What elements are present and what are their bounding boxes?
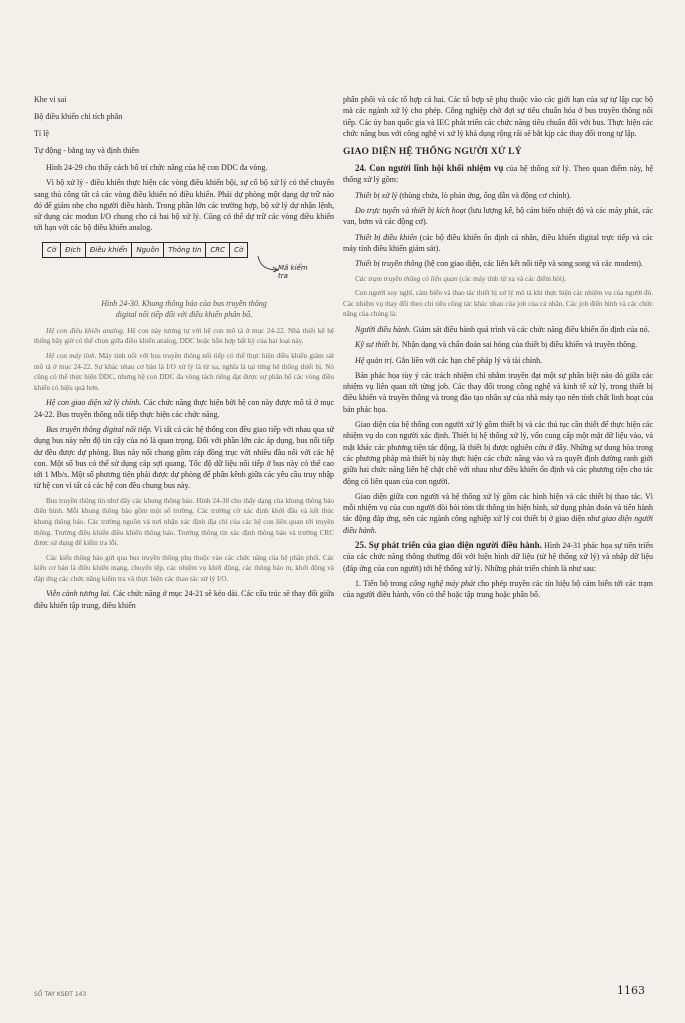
run-in-head: Hệ con máy tính. [46,351,97,360]
run-in-head: Hệ con giao diện xử lý chính. [46,398,142,408]
figure-caption [34,298,334,320]
paragraph [343,258,653,269]
list-item: Bộ điều khiển chỉ tích phân [34,112,123,121]
caption-line: Hình 24-30. Khung thông báo của bus truyền thông [101,298,267,308]
paragraph-text: (thùng chứa, lò phản ứng, ống dẫn và động cơ chính). [397,190,572,200]
paragraph [343,163,653,186]
paragraph-text: Vì tất cả các hệ thống con đều giao tiếp với nhau qua sử dụng bus này nên độ tin cậy của nó là quan trọng. Đối với phần lớn các áp dụng, bus nối tiếp dư đều được dự phòng. Bus này nối chung gồm cáp đồng trục với nhiều đầu nối với các hệ con. Một số bus có thể sử dụng cáp sợi quang. Tốc độ dữ liệu nối tiếp ở bus này có thể cao tới 1 Mb/s. Một số phương tiện phải được dự phòng để phân kênh giữa các yêu cầu truy nhập từ hệ con vì tất cả các hệ con đều chung bus này. [34,424,334,491]
run-in-head: Người điều hành. [355,324,411,334]
left-column [34,94,334,615]
paragraph-text: của hệ thống xử lý. Theo quan điểm này, hệ thống xử lý gồm: [343,164,653,185]
run-in-head: Bus truyền thông digital nối tiếp. [46,424,153,434]
paragraph: Bus truyền thông tin như dãy các khung thông báo. Hình 24-30 cho thấy dạng của khung thông báo điển hình. Mỗi khung thông báo gồm một số trường. Các trường cờ xác định khởi đầu và kết thúc khung thông báo. Các trường nguồn và nơi nhận xác định địa chỉ của các hệ con liên quan tới truyền thông. Trường điều khiển điều khiển thông báo. Trường thông tin xác định thông báo và trường CRC được sử dụng để kiểm tra lỗi. [34,496,334,548]
paragraph: Giao diện của hệ thống con người xử lý gồm thiết bị và các thủ tục cần thiết để thực hiện các nhiệm vụ do con người xác định. Thiết bị hệ thống xử lý, vốn cung cấp một mặt dữ liệu vào, và mặt khác các phương tiện tác động, là thiết bị được nghiên cứu ở đây. Những sự dung hòa trong các phương pháp mà thiết bị này thực hiện các chức năng vào và ra quyết định đường ranh giới giữa hai chức năng liên hệ chặt chẽ với nhau như điều khiển ổn định và các phương tiện cho tác động có liên quan của con người. [343,420,653,486]
paragraph: Con người suy nghĩ, cảm biến và thao tác thiết bị xử lý mô tả khi thực hiện các nhiệm vụ của người đó. Các nhiệm vụ thay đổi theo chỉ tiêu công tác khác nhau của job của cá nhân. Các job điển hình và các chức năng của chúng là: [343,289,653,319]
paragraph-text: Các chức năng thực hiện bởi hệ con này được mô tả ở mục 24-22. Bus truyền thông nối tiếp thực hiện các chức năng. [34,398,334,419]
frame-cell: Cờ [234,245,244,254]
message-frame-figure [34,242,334,294]
message-frame [42,242,248,258]
paragraph-text: (lưu lượng kế, bộ cảm biến nhiệt độ và các máy phát, các van, bơm và các động cơ). [343,206,654,227]
paragraph: phân phối và các tổ hợp cả hai. Các tổ hợp sẽ phụ thuộc vào các giới hạn của sự tự lập cục bộ mà các ngành xử lý cho phép. Công nghiệp chờ đợi sự tiêu chuẩn hóa ở bus truyền thông nối tiếp. Các ủy ban quốc gia và IEC phát triển các chức năng tiêu chuẩn đối với bus. Thực hiện các chức năng bus với công nghệ vi xử lý khả dụng rộng rãi sẽ bắt kịp các thay đổi trong tự lập. [343,95,653,138]
frame-note [278,264,308,280]
frame-cell: Điều khiển [86,243,133,257]
paragraph: Hình 24-29 cho thấy cách bố trí chức năng của hệ con DDC đa vòng. [46,163,268,172]
frame-cell: Địch [61,243,86,257]
run-in-head: Hệ quản trị. [355,355,394,365]
list-item: Tỉ lệ [34,129,49,138]
paragraph [34,424,334,492]
paragraph [343,324,653,335]
paragraph [343,491,653,536]
paragraph-text: Hình 24-31 phác họa sự tiến triển của các chức năng thông thường đối với hiện hình dữ liệu (từ hệ thống xử lý) và nhập dữ liệu (đáp ứng của con người) tới hệ thống xử lý. Những phát triển chính là như sau: [343,540,653,573]
paragraph [34,351,334,393]
frame-cell: Cờ [43,243,61,257]
paragraph: Vì bộ xử lý - điều khiển thực hiện các vòng điều khiển bội, sự cố bộ xử lý có thể chuyển sang thủ công tất cả các vòng điều khiển nó điều khiển. Phải dự phòng một dạng dự trữ nào đó để giảm nhẹ cho người điều hành. Trong phần lớn các trường hợp, bộ xử lý dự nhận lệnh, sử dụng các modun I/O chung cho cả hai bộ xử lý. Cũng có thể dự trữ các vòng điều khiển tới hạn với các bộ điều khiển analog. [34,178,334,233]
paragraph: Bản phác họa tùy ý các trách nhiệm chỉ nhằm truyền đạt một sự phân biệt nào đó giữa các nhiệm vụ liên quan tới từng job. Các thay đổi trong công nghệ và kinh tế xử lý, trong thiết bị điều khiển và truyền thông và trong đào tạo nhân sự của nhà máy tạo nên tính chất linh hoạt của bản phác họa. [343,370,653,414]
caption-line: digital nối tiếp đối với điều khiển phân bố. [115,309,253,319]
paragraph [34,326,334,347]
paragraph-text: (các bộ điều khiển ổn định cá nhân, điều khiển digital trực tiếp và các máy tính điều khiển giám sát). [343,232,654,253]
run-in-head: Các trạm truyền thông có liên quan [355,274,458,283]
emphasis-text: giao diện người điều hành. [343,514,653,535]
paragraph-text: 1. Tiến bộ trong [355,578,410,588]
run-in-head: Thiết bị truyền thông [355,259,423,269]
subsection-heading: 25. Sự phát triển của giao diện người điều hành. [355,539,542,550]
list-item: Tự động - bằng tay và định thiên [34,146,139,155]
paragraph [343,355,653,366]
paragraph [343,232,653,255]
frame-note-line: tra [278,271,288,280]
paragraph [343,274,653,285]
run-in-head: Kỹ sư thiết bị. [355,340,400,350]
running-footer: SỔ TAY KSĐT 143 [34,991,87,998]
paragraph-text: Giám sát điều hành quá trình và các chức năng điều khiển ổn định của nó. [410,324,650,334]
run-in-head: Thiết bị điều khiển [355,232,418,242]
paragraph-text: Máy tính nối với bus truyền thông nối tiếp có thể thực hiện điều khiển giám sát mô tả ở mục 24-22. Sự khác nhau cơ bản là I/O xử lý là từ xa, nghĩa là tại từng hệ thống thiết bị. Nó cũng có thể thực hiện DDC, nhưng hệ con DDC đa vòng tách riêng đạt được sự phân bố các vòng điều khiển có hiệu quả hơn. [34,351,334,392]
paragraph-text: Giao diện giữa con người và hệ thống xử lý gồm các hình hiện và các thiết bị thao tác. Vì mỗi nhiệm vụ của con người đòi hỏi tóm tắt thông tin hiện hình, sử dụng phán đoán và tiến hành tác động đáp ứng, nên các ngành công nghiệp xử lý coi thiết bị ở giao diện như [343,491,653,524]
paragraph [343,540,653,574]
paragraph: Các kiểu thông báo gửi qua bus truyền thông phụ thuộc vào các chức năng của hệ phân phối. Các kiểu cơ bản là điều khiển mạng, chuyển tệp, các nhiệm vụ khởi động, các thông báo m, khởi động và đáp ứng các chức năng kiểm tra và thực hiện các thao tác xử lý I/O. [34,553,334,583]
emphasis-text: công nghệ máy phát [409,578,476,588]
run-in-head: Viễn cảnh tương lai. [46,589,111,599]
list-item: Khe vi sai [34,95,67,104]
frame-cell: CRC [206,243,230,257]
paragraph [34,397,334,420]
paragraph-text: Hệ con này tương tự với hệ con mô tả ở mục 24-22. Nhà thiết kế hệ thống bây giờ có thể chọn giữa điều khiển analog, DDC hoặc hỗn hợp bất kỳ của hai loại này. [34,326,334,346]
frame-note-line: Mã kiểm [278,263,308,272]
paragraph-text: (các máy tính tử xa và các điểm hỏi). [457,274,567,283]
paragraph [343,205,653,228]
paragraph [343,339,653,350]
paragraph [343,578,653,601]
paragraph-text: (hệ con giao diện, các liên kết nối tiếp và song song và các modem). [422,259,643,269]
run-in-head: Đo trực tuyến và thiết bị kích hoạt [355,206,466,216]
frame-cell: Thông tin [164,243,206,257]
run-in-head: Hệ con điều khiển analog. [46,326,125,335]
paragraph [34,588,334,611]
frame-cell: Nguồn [132,243,164,257]
run-in-head: Thiết bị xử lý [355,190,398,200]
section-heading: GIAO DIỆN HỆ THỐNG NGƯỜI XỬ LÝ [343,147,522,158]
paragraph-text: cho phép truyền các tín hiệu bộ cảm biến tới các trạm của người điều hành, vốn có thể hoặc tập trung hoặc phân bố. [343,578,654,600]
paragraph-text: Gắn liền với các hạn chế pháp lý và tài chính. [393,355,543,365]
paragraph [343,190,653,201]
right-column [343,94,653,604]
paragraph-text: Nhận dạng và chẩn đoán sai hỏng của thiết bị điều khiển và truyền thông. [399,340,638,350]
paragraph-text: Các chức năng ở mục 24-21 sẽ kéo dài. Các cấu trúc sẽ thay đổi giữa điều khiển tập trung, điều khiển [34,589,335,610]
page-number: 1163 [617,984,645,997]
subsection-heading: 24. Con người lĩnh hội khối nhiệm vụ [355,163,504,174]
